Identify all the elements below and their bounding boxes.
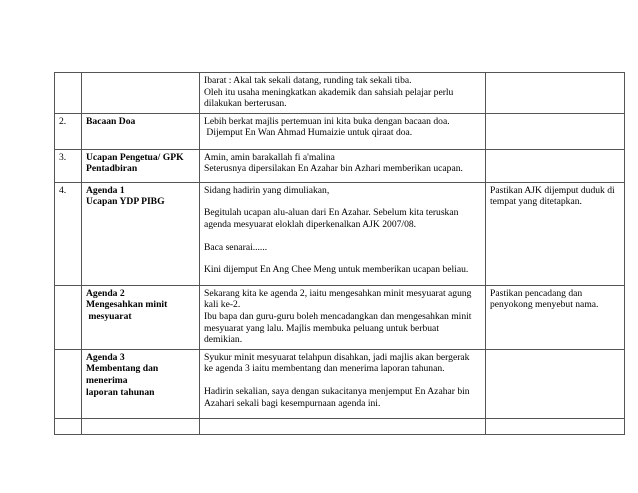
paragraph: [204, 152, 482, 175]
text-line: Begitulah ucapan alu-aluan dari En Azahar. Sebelum kita teruskan: [204, 207, 459, 219]
text-line: Agenda 1: [86, 184, 125, 196]
text-line: Pastikan pencadang dan: [490, 287, 583, 299]
text-line: Ibu bapa dan guru-guru boleh mencadangkan dan mengesahkan minit: [204, 310, 472, 322]
agenda-item: [82, 418, 200, 434]
text-line: demikian.: [204, 334, 243, 346]
paragraph: [204, 185, 482, 197]
text-line: Mengesahkan minit: [86, 299, 168, 311]
table-row: [55, 182, 625, 285]
text-line: Amin, amin barakallah fi a'malina: [204, 151, 335, 163]
text-line: laporan tahunan: [86, 386, 155, 398]
text-line: Lebih berkat majlis pertemuan ini kita buka dengan bacaan doa.: [204, 115, 450, 127]
text-line: Sidang hadirin yang dimuliakan,: [204, 184, 330, 196]
text-line: Membentang dan menerima: [86, 363, 159, 386]
agenda-table: [54, 72, 625, 435]
text-line: Dijemput En Wan Ahmad Humaizie untuk qiraat doa.: [204, 127, 413, 139]
text-line: Seterusnya dipersilakan En Azahar bin Azhari memberikan ucapan.: [204, 163, 463, 175]
item-number: 2.: [55, 113, 82, 149]
table-row: [55, 285, 625, 349]
table-row: [55, 113, 625, 149]
text-line: Kini dijemput En Ang Chee Meng untuk memberikan ucapan beliau.: [204, 264, 469, 276]
text-line: agenda mesyuarat eloklah diperkenalkan AJK 2007/08.: [204, 218, 417, 230]
item-number: 4.: [55, 182, 82, 285]
table-row: [55, 73, 625, 114]
script-content: [200, 285, 486, 349]
text-line: Hadirin sekalian, saya dengan sukacitanya menjemput En Azahar bin: [204, 385, 470, 397]
text-line: Syukur minit mesyuarat telahpun disahkan, jadi majlis akan bergerak: [204, 351, 470, 363]
remark-note: [486, 285, 625, 349]
item-number: [55, 285, 82, 349]
agenda-item: [82, 349, 200, 418]
agenda-item: [82, 113, 200, 149]
paragraph: [204, 207, 482, 230]
script-content: [200, 349, 486, 418]
table-row: [55, 349, 625, 418]
agenda-item: [82, 149, 200, 182]
text-line: Pastikan AJK dijemput duduk di: [490, 184, 615, 196]
script-content: [200, 418, 486, 434]
table-row: [55, 418, 625, 434]
text-line: Azahari sekali bagi kesempurnaan agenda ini.: [204, 397, 381, 409]
remark-note: [486, 73, 625, 114]
item-number: 3.: [55, 149, 82, 182]
item-number: [55, 349, 82, 418]
agenda-item: [82, 182, 200, 285]
paragraph: [204, 352, 482, 375]
paragraph: [204, 386, 482, 409]
text-line: Oleh itu usaha meningkatkan akademik dan sahsiah pelajar perlu: [204, 86, 454, 98]
text-line: mesyuarat yang lalu. Majlis membuka peluang untuk berbuat: [204, 322, 439, 334]
text-line: Ucapan Pengetua/ GPK: [86, 151, 184, 163]
paragraph: [204, 288, 482, 346]
agenda-item: [82, 285, 200, 349]
remark-note: [486, 349, 625, 418]
remark-note: [486, 149, 625, 182]
item-number: [55, 418, 82, 434]
paragraph: [204, 242, 482, 254]
text-line: Baca senarai......: [204, 241, 268, 253]
text-line: Agenda 2: [86, 287, 125, 299]
remark-note: [486, 418, 625, 434]
remark-note: [486, 113, 625, 149]
script-content: [200, 73, 486, 114]
script-content: [200, 149, 486, 182]
paragraph: [204, 75, 482, 110]
item-number: [55, 73, 82, 114]
table-row: [55, 149, 625, 182]
text-line: ke agenda 3 iaitu membentang dan menerima laporan tahunan.: [204, 363, 445, 375]
text-line: Pentadbiran: [86, 163, 138, 175]
text-line: Ucapan YDP PIBG: [86, 196, 165, 208]
remark-note: [486, 182, 625, 285]
text-line: dilakukan berterusan.: [204, 98, 287, 110]
text-line: mesyuarat: [86, 310, 132, 322]
agenda-item: [82, 73, 200, 114]
text-line: Ibarat : Akal tak sekali datang, runding tak sekali tiba.: [204, 75, 412, 86]
script-content: [200, 182, 486, 285]
text-line: penyokong menyebut nama.: [490, 299, 599, 311]
text-line: Sekarang kita ke agenda 2, iaitu mengesahkan minit mesyuarat agung: [204, 287, 472, 299]
text-line: kali ke-2.: [204, 299, 241, 311]
paragraph: [204, 116, 482, 139]
text-line: tempat yang ditetapkan.: [490, 196, 582, 208]
text-line: Bacaan Doa: [86, 115, 136, 127]
text-line: Agenda 3: [86, 351, 125, 363]
paragraph: [204, 264, 482, 276]
script-content: [200, 113, 486, 149]
